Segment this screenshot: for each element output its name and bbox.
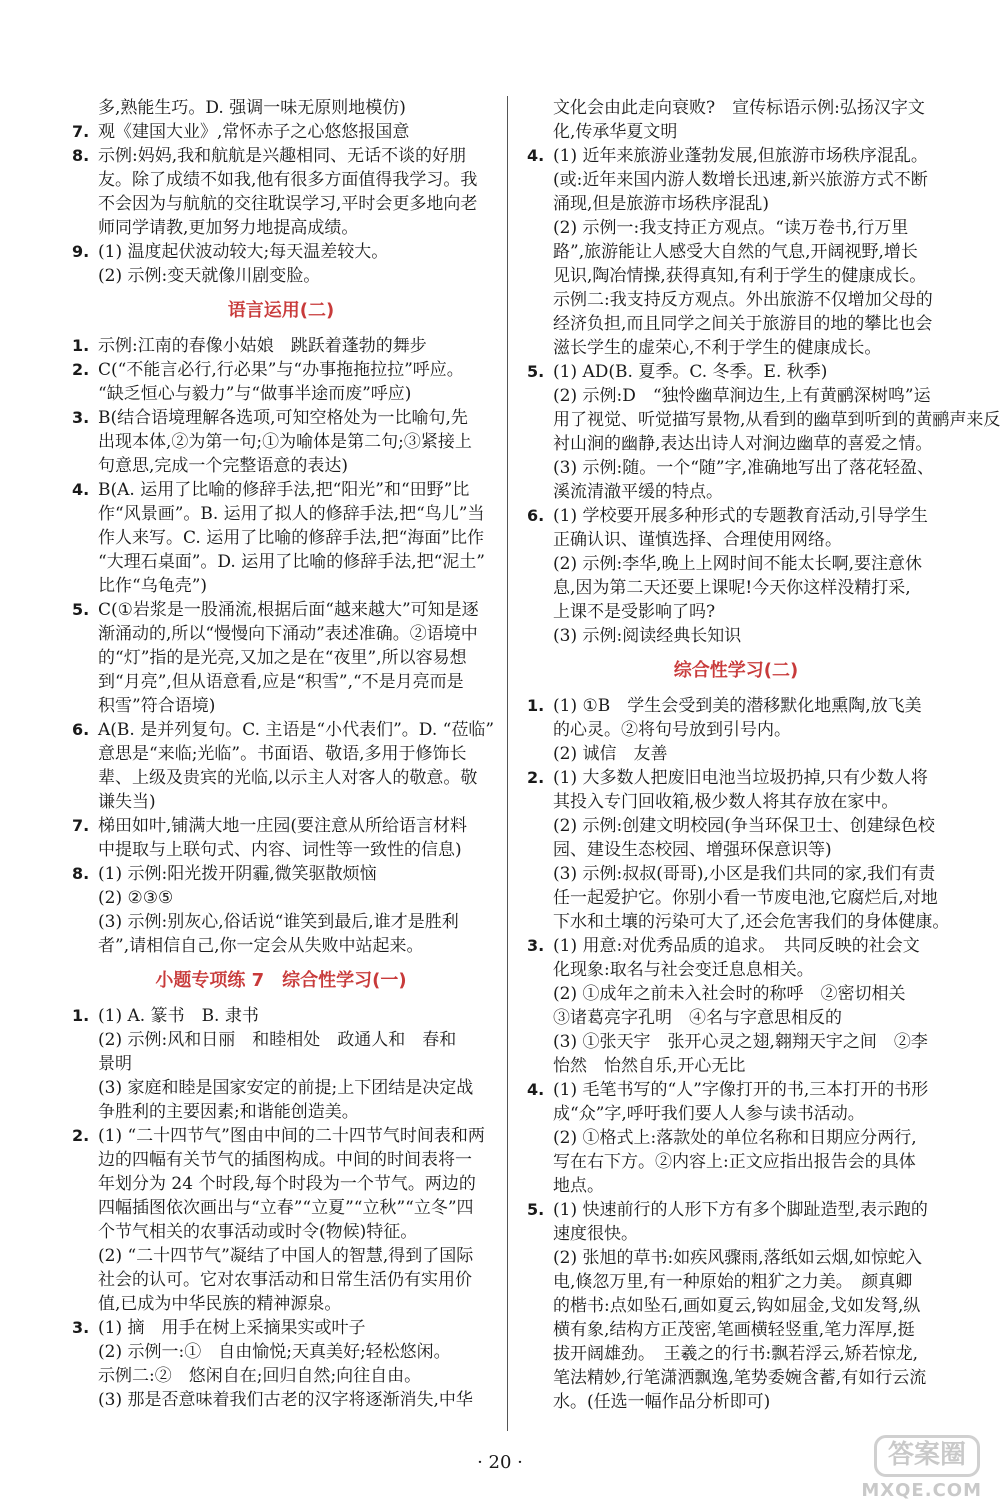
answer-text: 比作“乌龟壳”): [98, 576, 208, 596]
answer-text: (2) 示例:李华,晚上上网时间不能太长啊,要注意休: [553, 554, 923, 574]
answer-text: (2) ①格式上:落款处的单位名称和日期应分两行,: [553, 1128, 917, 1148]
answer-line: [527, 1318, 945, 1342]
answer-line: [527, 862, 945, 886]
answer-text: 成“众”字,呼吁我们要人人参与读书活动。: [553, 1104, 865, 1124]
answer-line: [527, 192, 945, 216]
section-heading: 小题专项练 7 综合性学习(一): [155, 970, 407, 991]
answer-text: 水。(任选一幅作品分析即可): [553, 1392, 771, 1412]
answer-text: (1) A. 篆书 B. 隶书: [98, 1006, 259, 1026]
answer-text: 化现象:取名与社会变迁息息相关。: [553, 960, 814, 980]
answer-line: [72, 838, 490, 862]
answer-line: [527, 1078, 945, 1102]
answer-line: [527, 1174, 945, 1198]
answer-line: [72, 1172, 490, 1196]
answer-line: [72, 1124, 490, 1148]
question-number: 4.: [527, 1080, 545, 1099]
answer-text: (1) 毛笔书写的“人”字像打开的书,三本打开的书形: [553, 1080, 929, 1100]
section-heading: 语言运用(二): [227, 300, 335, 321]
answer-line: [527, 120, 945, 144]
answer-line: [527, 216, 945, 240]
question-number: 4.: [527, 146, 545, 165]
answer-line: [72, 1004, 490, 1028]
question-number: 4.: [72, 480, 90, 499]
answer-text: 四幅插图依次画出与“立春”“立夏”“立秋”“立冬”四: [98, 1198, 474, 1218]
answer-text: 个节气相关的农事活动或时令(物候)特征。: [98, 1222, 418, 1242]
question-number: 3.: [72, 408, 90, 427]
answer-line: [527, 1126, 945, 1150]
question-number: 5.: [527, 362, 545, 381]
answer-text: (2) 示例一:① 自由愉悦;天真美好;轻松悠闲。: [98, 1342, 451, 1362]
answer-text: (3) ①张天宇 张开心灵之翅,翱翔天宇之间 ②李: [553, 1032, 928, 1052]
answer-line: [527, 240, 945, 264]
answer-line: [527, 480, 945, 504]
answer-line: [527, 336, 945, 360]
answer-text: 争胜利的主要因素;和谐能创造美。: [98, 1102, 359, 1122]
question-number: 8.: [72, 864, 90, 883]
answer-line: [72, 406, 490, 430]
answer-text: 社会的认可。它对农事活动和日常生活仍有实用价: [98, 1270, 472, 1290]
answer-line: [72, 862, 490, 886]
answer-line: [527, 934, 945, 958]
answer-text: 观《建国大业》,常怀赤子之心悠悠报国意: [98, 122, 410, 142]
answer-text: 见识,陶冶情操,获得真知,有利于学生的健康成长。: [553, 266, 927, 286]
right-column: [527, 96, 1000, 1414]
answer-text: 示例二:我支持反方观点。外出旅游不仅增加父母的: [553, 290, 933, 310]
answer-text: (1) 快速前行的人形下方有多个脚趾造型,表示跑的: [553, 1200, 928, 1220]
answer-line: [72, 1220, 490, 1244]
left-column: [72, 96, 495, 1412]
answer-text: 正确认识、谨慎选择、合理使用网络。: [553, 530, 842, 550]
answer-text: (3) 那是否意味着我们古老的汉字将逐渐消失,中华: [98, 1390, 473, 1410]
answer-text: (3) 示例:随。一个“随”字,准确地写出了落花轻盈、: [553, 458, 934, 478]
answer-text: 滋长学生的虚荣心,不利于学生的健康成长。: [553, 338, 882, 358]
answer-text: (2) ①成年之前未入社会时的称呼 ②密切相关: [553, 984, 906, 1004]
answer-text: (3) 示例:叔叔(哥哥),小区是我们共同的家,我们有责: [553, 864, 936, 884]
answer-line: [527, 312, 945, 336]
answer-text: (3) 示例:别灰心,俗话说“谁笑到最后,谁才是胜利: [98, 912, 459, 932]
answer-text: 者”,请相信自己,你一定会从失败中站起来。: [98, 936, 424, 956]
answer-line: [72, 1076, 490, 1100]
answer-line: [72, 670, 490, 694]
answer-text: 电,倏忽万里,有一种原始的粗犷之力美。 颜真卿: [553, 1272, 913, 1292]
answer-line: [72, 96, 490, 120]
answer-line: [72, 382, 490, 406]
answer-text: 不会因为与航航的交往耽误学习,平时会更多地向老: [98, 194, 478, 214]
answer-line: [72, 502, 490, 526]
answer-text: 景明: [98, 1054, 132, 1074]
answer-line: [527, 694, 945, 718]
answer-line: [72, 1196, 490, 1220]
answer-text: (或:近年来国内游人数增长迅速,新兴旅游方式不断: [553, 170, 928, 190]
answer-line: [72, 814, 490, 838]
answer-text: C(“不能言必行,行必果”与“办事拖拖拉拉”呼应。: [98, 360, 464, 380]
answer-line: [72, 334, 490, 358]
answer-line: [72, 1388, 490, 1412]
answer-line: [527, 1102, 945, 1126]
answer-line: [527, 528, 945, 552]
answer-text: 溪流清澈平缓的特点。: [553, 482, 723, 502]
answer-text: (2) 张旭的草书:如疾风骤雨,落纸如云烟,如惊蛇入: [553, 1248, 923, 1268]
answer-line: [72, 192, 490, 216]
answer-line: [72, 1292, 490, 1316]
answer-line: [72, 168, 490, 192]
answer-line: [72, 216, 490, 240]
section-heading: 综合性学习(二): [673, 660, 799, 681]
answer-text: B(A. 运用了比喻的修辞手法,把“阳光”和“田野”比: [98, 480, 470, 500]
answer-line: [527, 576, 945, 600]
answer-line: [527, 790, 945, 814]
answer-text: 多,熟能生巧。D. 强调一味无原则地模仿): [98, 98, 406, 118]
answer-line: [527, 1294, 945, 1318]
question-number: 8.: [72, 146, 90, 165]
answer-line: [72, 120, 490, 144]
answer-line: [72, 358, 490, 382]
answer-text: 辈、上级及贵宾的光临,以示主人对客人的敬意。敬: [98, 768, 478, 788]
question-number: 7.: [72, 122, 90, 141]
watermark-logo: [861, 1435, 986, 1501]
answer-text: (2) 示例:风和日丽 和睦相处 政通人和 春和: [98, 1030, 457, 1050]
answer-text: 的楷书:点如坠石,画如夏云,钩如屈金,戈如发弩,纵: [553, 1296, 921, 1316]
answer-line: [72, 1100, 490, 1124]
answer-text: (2) 示例:变天就像川剧变脸。: [98, 266, 321, 286]
answer-line: [72, 1364, 490, 1388]
answer-text: (1) 学校要开展多种形式的专题教育活动,引导学生: [553, 506, 928, 526]
answer-text: “缺乏恒心与毅力”与“做事半途而废”呼应): [98, 384, 412, 404]
answer-text: 梯田如叶,铺满大地一庄园(要注意从所给语言材料: [98, 816, 468, 836]
answer-text: 示例:江南的春像小姑娘 跳跃着蓬勃的舞步: [98, 336, 427, 356]
answer-text: 任一起爱护它。你别小看一节废电池,它腐烂后,对地: [553, 888, 938, 908]
answer-line: [72, 934, 490, 958]
answer-line: [72, 1340, 490, 1364]
answer-line: [72, 910, 490, 934]
answer-line: [72, 264, 490, 288]
answer-line: [72, 1148, 490, 1172]
answer-text: (3) 示例:阅读经典长知识: [553, 626, 742, 646]
question-number: 5.: [72, 600, 90, 619]
answer-text: C(①岩浆是一股涌流,根据后面“越来越大”可知是逐: [98, 600, 479, 620]
answer-line: [527, 718, 945, 742]
answer-text: 横有象,结构方正茂密,笔画横轻竖重,笔力浑厚,挺: [553, 1320, 915, 1340]
answer-text: (1) 大多数人把废旧电池当垃圾扔掉,只有少数人将: [553, 768, 928, 788]
answer-text: “大理石桌面”。D. 运用了比喻的修辞手法,把“泥土”: [98, 552, 485, 572]
answer-text: (1) 示例:阳光拨开阴霾,微笑驱散烦恼: [98, 864, 377, 884]
answer-line: [527, 982, 945, 1006]
answer-text: 化,传承华夏文明: [553, 122, 678, 142]
answer-line: [527, 910, 950, 934]
page-number: · 20 ·: [477, 1452, 523, 1473]
answer-text: 用了视觉、听觉描写景物,从看到的幽草到听到的黄鹂声来反: [553, 410, 1000, 430]
answer-text: 中提取与上联句式、内容、词性等一致性的信息): [98, 840, 462, 860]
answer-text: 值,已成为中华民族的精神源泉。: [98, 1294, 342, 1314]
answer-text: 写在右下方。②内容上:正文应指出报告会的具体: [553, 1152, 916, 1172]
answer-line: [527, 1390, 945, 1414]
watermark-badge: 答案圈: [874, 1435, 980, 1477]
answer-line: [527, 144, 945, 168]
answer-text: 文化会由此走向衰败? 宣传标语示例:弘扬汉字文: [553, 98, 925, 118]
answer-text: (2) “二十四节气”凝结了中国人的智慧,得到了国际: [98, 1246, 474, 1266]
answer-line: [527, 1150, 945, 1174]
answer-text: 的“灯”指的是光亮,又加之是在“夜里”,所以容易想: [98, 648, 467, 668]
column-divider: [507, 96, 508, 1431]
answer-line: [72, 526, 490, 550]
question-number: 1.: [72, 336, 90, 355]
answer-line: [527, 360, 945, 384]
answer-text: 出现本体,②为第一句;①为喻体是第二句;③紧接上: [98, 432, 472, 452]
answer-text: 示例:妈妈,我和航航是兴趣相同、无话不谈的好朋: [98, 146, 467, 166]
answer-line: [527, 1342, 945, 1366]
answer-text: B(结合语境理解各选项,可知空格处为一比喻句,先: [98, 408, 468, 428]
question-number: 5.: [527, 1200, 545, 1219]
answer-line: [527, 600, 945, 624]
answer-line: [72, 240, 490, 264]
answer-text: (3) 家庭和睦是国家安定的前提;上下团结是决定战: [98, 1078, 474, 1098]
answer-text: (1) 近年来旅游业蓬勃发展,但旅游市场秩序混乱。: [553, 146, 928, 166]
answer-line: [527, 624, 945, 648]
answer-line: [527, 552, 945, 576]
answer-text: (1) 摘 用手在树上采摘果实或叶子: [98, 1318, 366, 1338]
answer-text: A(B. 是并列复句。C. 主语是“小代表们”。D. “莅临”: [98, 720, 495, 740]
answer-text: 息,因为第二天还要上课呢!今天你这样没精打采,: [553, 578, 911, 598]
answer-line: [72, 790, 490, 814]
answer-line: [527, 288, 945, 312]
answer-line: [527, 264, 945, 288]
answer-line: [527, 742, 945, 766]
answer-line: [72, 430, 490, 454]
question-number: 1.: [527, 696, 545, 715]
question-number: 3.: [72, 1318, 90, 1337]
answer-line: [527, 1222, 945, 1246]
answer-text: 怡然 怡然自乐,开心无比: [553, 1056, 746, 1076]
answer-text: 句意思,完成一个完整语意的表达): [98, 456, 349, 476]
answer-text: (1) ①B 学生会受到美的潜移默化地熏陶,放飞美: [553, 696, 922, 716]
answer-text: 经济负担,而且同学之间关于旅游目的地的攀比也会: [553, 314, 933, 334]
answer-text: 上课不是受影响了吗?: [553, 602, 716, 622]
answer-line: [527, 958, 945, 982]
answer-line: [527, 408, 1000, 432]
question-number: 1.: [72, 1006, 90, 1025]
answer-text: (2) 诚信 友善: [553, 744, 668, 764]
answer-text: ③诸葛亮字孔明 ④名与字意思相反的: [553, 1008, 842, 1028]
answer-line: [72, 598, 490, 622]
answer-text: 作人来写。C. 运用了比喻的修辞手法,把“海面”比作: [98, 528, 484, 548]
answer-text: 年划分为 24 个时段,每个时段为一个节气。两边的: [98, 1174, 476, 1194]
answer-line: [72, 478, 490, 502]
question-number: 2.: [527, 768, 545, 787]
answer-line: [72, 718, 495, 742]
answer-line: [72, 646, 490, 670]
watermark-url: MXQE.COM: [861, 1480, 982, 1501]
answer-line: [72, 1268, 490, 1292]
answer-line: [527, 384, 945, 408]
answer-text: 地点。: [553, 1176, 604, 1196]
answer-line: [527, 1198, 945, 1222]
answer-line: [72, 454, 490, 478]
question-number: 6.: [527, 506, 545, 525]
answer-text: (1) AD(B. 夏季。C. 冬季。E. 秋季): [553, 362, 828, 382]
answer-text: 衬山涧的幽静,表达出诗人对涧边幽草的喜爱之情。: [553, 434, 933, 454]
answer-line: [527, 1030, 945, 1054]
answer-line: [72, 622, 490, 646]
answer-text: (2) 示例:创建文明校园(争当环保卫士、创建绿色校: [553, 816, 935, 836]
answer-text: (2) 示例一:我支持正方观点。“读万卷书,行万里: [553, 218, 909, 238]
answer-line: [72, 694, 490, 718]
answer-text: 意思是“来临;光临”。书面语、敬语,多用于修饰长: [98, 744, 467, 764]
answer-text: 到“月亮”,但从语意看,应是“积雪”,“不是月亮而是: [98, 672, 464, 692]
answer-line: [527, 1054, 945, 1078]
answer-text: 笔法精妙,行笔潇洒飘逸,笔势委婉含蓄,有如行云流: [553, 1368, 927, 1388]
answer-line: [527, 838, 945, 862]
answer-text: 渐涌动的,所以“慢慢向下涌动”表述准确。②语境中: [98, 624, 478, 644]
answer-text: (1) “二十四节气”图由中间的二十四节气时间表和两: [98, 1126, 485, 1146]
answer-line: [527, 766, 945, 790]
answer-text: 的心灵。②将句号放到引号内。: [553, 720, 791, 740]
answer-text: 边的四幅有关节气的插图构成。中间的时间表将一: [98, 1150, 472, 1170]
question-number: 9.: [72, 242, 90, 261]
question-number: 7.: [72, 816, 90, 835]
question-number: 2.: [72, 1126, 90, 1145]
answer-text: (2) 示例:D “独怜幽草涧边生,上有黄鹂深树鸣”运: [553, 386, 931, 406]
answer-line: [72, 1244, 490, 1268]
answer-line: [527, 1270, 945, 1294]
answer-text: 作“风景画”。B. 运用了拟人的修辞手法,把“鸟儿”当: [98, 504, 485, 524]
answer-text: 积雪”符合语境): [98, 696, 216, 716]
answer-text: 友。除了成绩不如我,他有很多方面值得我学习。我: [98, 170, 478, 190]
answer-line: [527, 886, 945, 910]
answer-line: [527, 456, 945, 480]
answer-text: (1) 温度起伏波动较大;每天温差较大。: [98, 242, 389, 262]
answer-line: [72, 766, 490, 790]
question-number: 6.: [72, 720, 90, 739]
answer-line: [72, 1052, 490, 1076]
answer-line: [72, 1316, 490, 1340]
answer-text: 涌现,但是旅游市场秩序混乱): [553, 194, 770, 214]
answer-text: (2) ②③⑤: [98, 888, 174, 908]
question-number: 2.: [72, 360, 90, 379]
answer-line: [527, 1006, 945, 1030]
answer-line: [72, 1028, 490, 1052]
answer-text: (1) 用意:对优秀品质的追求。 共同反映的社会文: [553, 936, 920, 956]
answer-line: [527, 814, 945, 838]
answer-line: [72, 144, 490, 168]
answer-text: 示例二:② 悠闲自在;回归自然;向往自由。: [98, 1366, 422, 1386]
answer-line: [527, 96, 945, 120]
answer-line: [527, 1246, 945, 1270]
answer-line: [72, 550, 490, 574]
answer-text: 师同学请教,更加努力地提高成绩。: [98, 218, 359, 238]
answer-text: 园、建设生态校园、增强环保意识等): [553, 840, 832, 860]
answer-line: [527, 504, 945, 528]
answer-line: [527, 168, 945, 192]
answer-text: 路”,旅游能让人感受大自然的气息,开阔视野,增长: [553, 242, 918, 262]
question-number: 3.: [527, 936, 545, 955]
answer-text: 拔开阔雄劲。 王羲之的行书:飘若浮云,矫若惊龙,: [553, 1344, 919, 1364]
answer-line: [72, 742, 490, 766]
answer-text: 其投入专门回收箱,极少数人将其存放在家中。: [553, 792, 899, 812]
answer-text: 下水和土壤的污染可大了,还会危害我们的身体健康。: [553, 912, 950, 932]
answer-line: [72, 574, 490, 598]
answer-text: 谦失当): [98, 792, 156, 812]
answer-line: [72, 886, 490, 910]
answer-line: [527, 1366, 945, 1390]
answer-text: 速度很快。: [553, 1224, 638, 1244]
answer-line: [527, 432, 945, 456]
